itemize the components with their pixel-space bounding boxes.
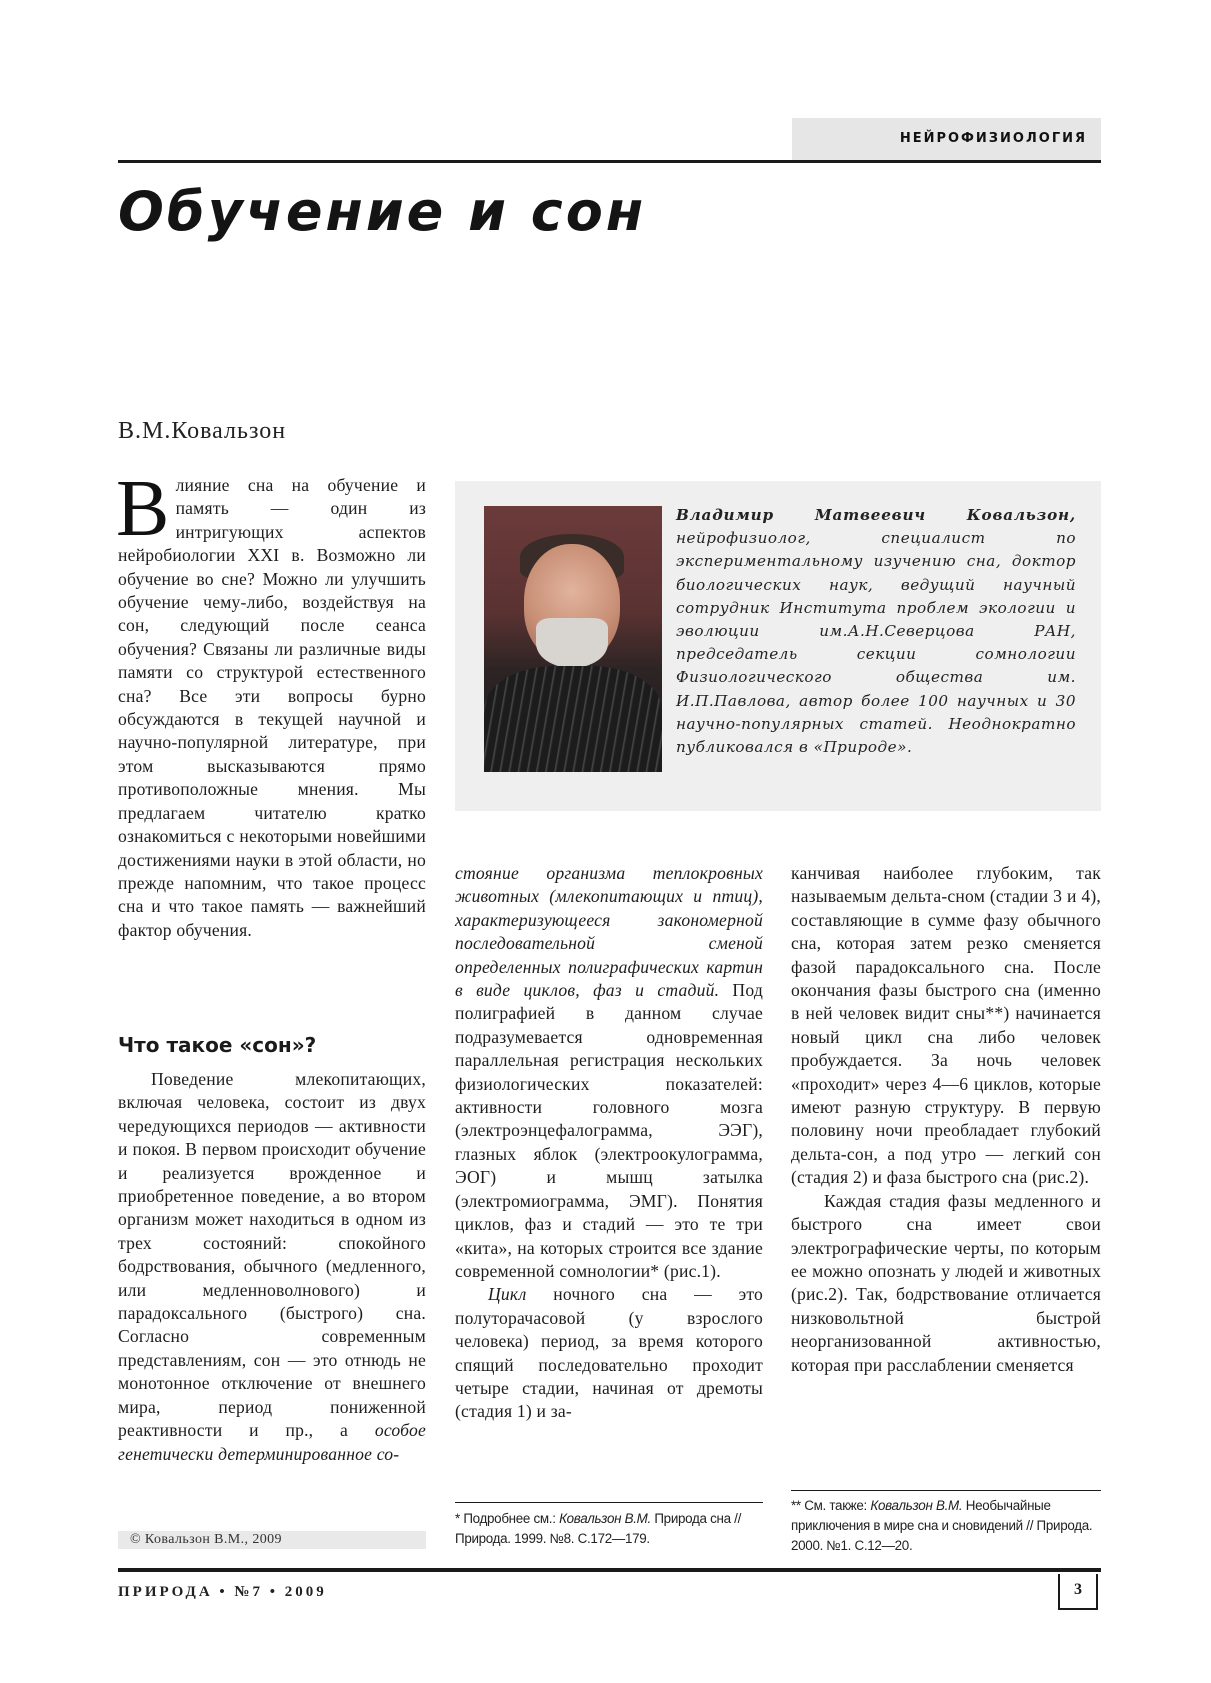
p1-regular: Поведение млекопитающих, включая человека, состоит из двух чередующихся периодов — активности и покоя. В первом происходит обучение и реализуется врожденное и приобретенное поведение, а во втором организм может находиться в одном из трех состояний: спокойного бодрствования, обычного (медленного, или медленноволнового) и парадоксального (быстрого) сна. Согласно современным представлениям, сон — это отнюдь не монотонное отключение от внешнего мира, период пониженной реактивности и пр., а (118, 1069, 426, 1441)
intro-paragraph (116, 465, 426, 942)
page-number: 3 (1058, 1574, 1098, 1610)
photo-beard (536, 618, 608, 668)
footnote-2 (791, 1496, 1103, 1556)
author-name: В.М.Ковальзон (118, 418, 287, 444)
footnote-rule-2 (791, 1490, 1101, 1491)
p2-text-part2: канчивая наиболее глубоким, так называемым дельта-сном (стадии 3 и 4), составляющие в сумме фазу обычного сна, которая затем резко сменяется фазой парадоксального сна. После окончания фазы быстрого сна (именно в ней человек видит сны**) начинается новый цикл сна либо человек пробуждается. За ночь человек «проходит» через 4—6 циклов, которые имеют разную структуру. В первую половину ночи преобладает глубокий дельта-сон, а под утро — легкий сон (стадия 2) и фаза быстрого сна (рис.2). (791, 863, 1101, 1188)
p1-italic-part1: особое генетически детерминированное со- (118, 1420, 426, 1464)
rubric-box (792, 118, 1101, 160)
photo-shirt (484, 666, 662, 772)
column-1-body (118, 1068, 426, 1466)
top-rule (118, 160, 1101, 163)
p2-term: Цикл (488, 1284, 527, 1305)
section-heading: Что такое «сон»? (118, 1033, 317, 1057)
column-3-body (791, 862, 1101, 1377)
footnote-1-text: Природа сна // Природа. 1999. №8. С.172—179. (455, 1511, 741, 1546)
bio-name: Владимир Матвеевич Ковальзон, (676, 506, 1076, 524)
article-title: Обучение и сон (118, 180, 647, 243)
p2-text-part1: ночного сна — это полуторачасовой (у взрослого человека) период, за время которого спящий последовательно проходит четыре стадии, начиная от дремоты (стадия 1) и за- (455, 1284, 763, 1422)
section-rubric: НЕЙРОФИЗИОЛОГИЯ (899, 131, 1087, 146)
author-bio-box (455, 481, 1101, 811)
bottom-rule (118, 1568, 1101, 1572)
copyright: © Ковальзон В.М., 2009 (130, 1532, 282, 1547)
p1-italic-part2: стояние организма теплокровных животных (млекопитающих и птиц), характеризующееся закономерной последовательной сменой определенных полиграфических картин в виде циклов, фаз и стадий. (455, 863, 763, 1001)
footnote-2-mark: ** См. также: (791, 1498, 871, 1513)
footnote-1-mark: * Подробнее см.: (455, 1511, 560, 1526)
footnote-1 (455, 1509, 765, 1549)
intro-text: лияние сна на обучение и память — один из интригующих аспектов нейробиологии XXI в. Возможно ли обучение во сне? Можно ли улучшить обучение чему-либо, воздействуя на сон, следующий после сеанса обучения? Связаны ли различные виды памяти со структурой естественного сна? Все эти вопросы бурно обсуждаются в текущей научной и научно-популярной литературе, при этом высказываются прямо противоположные мнения. Мы предлагаем читателю кратко ознакомиться с некоторыми новейшими достижениями науки в этой области, но прежде напомним, что такое процесс сна и что такое память — важнейший фактор обучения. (118, 475, 426, 940)
p3-text: Каждая стадия фазы медленного и быстрого сна имеет свои электрографические черты, по которым ее можно опознать у людей и животных (рис.2). Так, бодрствование отличается низковольтной быстрой неорганизованной активностью, которая при расслаблении сменяется (791, 1190, 1101, 1375)
journal-issue: ПРИРОДА • №7 • 2009 (118, 1584, 327, 1600)
copyright-box (118, 1531, 426, 1549)
footnote-2-author: Ковальзон В.М. (870, 1498, 963, 1513)
bio-text (676, 504, 1076, 759)
p1-tail: Под полиграфией в данном случае подразумевается одновременная параллельная регистрация нескольких физиологических показателей: активности головного мозга (электроэнцефалограмма, ЭЭГ), глазных яблок (электроокулограмма, ЭОГ) и мышц затылка (электромиограмма, ЭМГ). Понятия циклов, фаз и стадий — это те три «кита», на которых строится все здание современной сомнологии* (рис.1). (455, 980, 763, 1281)
column-2-body (455, 862, 763, 1424)
footnote-2-text: Необычайные приключения в мире сна и сновидений // Природа. 2000. №1. С.12—20. (791, 1498, 1093, 1553)
drop-cap: В (116, 465, 170, 553)
footnote-1-author: Ковальзон В.М. (559, 1511, 651, 1526)
author-photo (484, 506, 662, 772)
bio-description: нейрофизиолог, специалист по экспериментальному изучению сна, доктор биологических наук, ведущий научный сотрудник Института проблем экологии и эволюции им.А.Н.Северцова РАН, председатель секции сомнологии Физиологического общества им. И.П.Павлова, автор более 100 научных и 30 научно-популярных статей. Неоднократно публиковался в «Природе». (676, 529, 1076, 757)
footnote-rule-1 (455, 1502, 763, 1503)
